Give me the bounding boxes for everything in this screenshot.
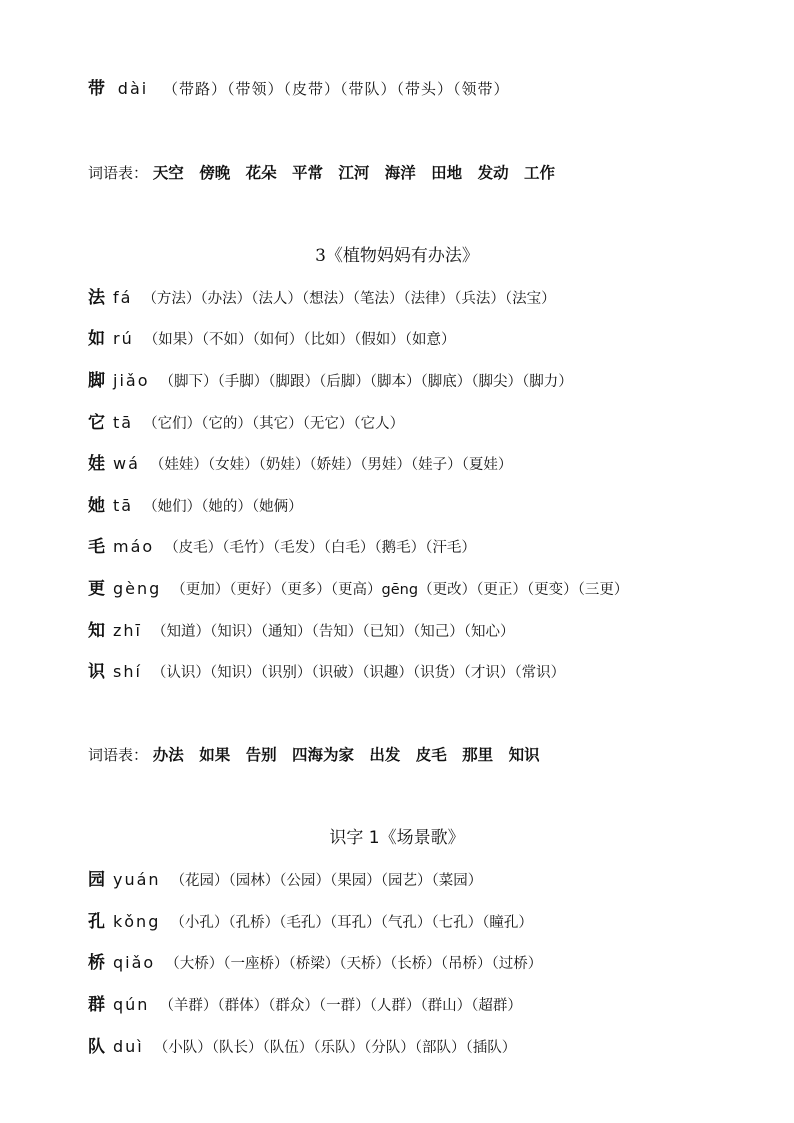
entry-row	[88, 995, 522, 1016]
vocab-words: 天空 傍晚 花朵 平常 江河 海洋 田地 发动 工作	[152, 164, 555, 182]
entry-row	[88, 1037, 516, 1058]
entry-char: 识	[88, 662, 105, 682]
entry-words: （方法）（办法）（法人）（想法）（笔法）（法律）（兵法）（法宝）	[142, 291, 556, 307]
entry-char: 法	[88, 288, 105, 308]
entry-words: （知道）（知识）（通知）（告知）（已知）（知己）（知心）	[151, 624, 515, 640]
entry-pinyin: tā	[113, 496, 134, 515]
entry-words: （羊群）（群体）（群众）（一群）（人群）（群山）（超群）	[159, 998, 522, 1014]
entry-pinyin: fá	[113, 288, 133, 307]
entry-row	[88, 496, 303, 517]
entry-words: （脚下）（手脚）（脚跟）（后脚）（脚本）（脚底）（脚尖）（脚力）	[159, 374, 573, 390]
lesson-title: 3《植物妈妈有办法》	[315, 246, 479, 266]
entry-char: 如	[88, 329, 105, 349]
entry-pinyin: qiǎo	[113, 953, 156, 972]
entry-pinyin: zhī	[113, 621, 142, 640]
entry-row	[88, 537, 476, 558]
entry-row	[88, 621, 514, 642]
entry-words: （皮毛）（毛竹）（毛发）（白毛）（鹅毛）（汗毛）	[164, 540, 476, 556]
entry-words: （大桥）（一座桥）（桥梁）（天桥）（长桥）（吊桥）（过桥）	[165, 956, 543, 972]
entry-pinyin: shí	[113, 662, 142, 681]
entry-char: 知	[88, 621, 105, 641]
entry-words: （小孔）（孔桥）（毛孔）（耳孔）（气孔）（七孔）（瞳孔）	[170, 915, 533, 931]
entry-row	[88, 288, 556, 309]
entry-row	[88, 912, 533, 933]
entry-words: （更加）（更好）（更多）（更高）gēng（更改）（更正）（更变）（三更）	[171, 582, 629, 598]
entry-row	[88, 371, 573, 392]
entry-pinyin: yuán	[113, 870, 161, 889]
entry-pinyin: gèng	[113, 579, 162, 598]
entry-pinyin: dài	[117, 79, 149, 98]
entry-words: （带路）（带领）（皮带）（带队）（带头）（领带）	[162, 80, 510, 98]
entry-pinyin: duì	[113, 1037, 144, 1056]
entry-pinyin: wá	[113, 454, 140, 473]
entry-words: （如果）（不如）（如何）（比如）（假如）（如意）	[143, 332, 456, 348]
entry-row	[88, 662, 565, 683]
entry-char: 孔	[88, 912, 105, 932]
entry-pinyin: jiǎo	[113, 371, 150, 390]
vocab-list-2	[88, 745, 540, 765]
entry-row	[88, 329, 455, 350]
entry-char: 桥	[88, 953, 105, 973]
entry-pinyin: máo	[113, 537, 155, 556]
entry-words: （花园）（园林）（公园）（果园）（园艺）（菜园）	[170, 873, 483, 889]
entry-pinyin: rú	[113, 329, 134, 348]
entry-words: （小队）（队长）（队伍）（乐队）（分队）（部队）（插队）	[153, 1040, 517, 1056]
entry-char: 她	[88, 496, 105, 516]
lesson-title: 识字 1《场景歌》	[329, 828, 465, 848]
entry-char: 它	[88, 413, 105, 433]
entry-row	[88, 579, 628, 600]
vocab-label: 词语表：	[88, 164, 149, 182]
entry-pinyin: tā	[113, 413, 134, 432]
vocab-list-1	[88, 163, 555, 183]
entry-char: 脚	[88, 371, 105, 391]
entry-pinyin: qún	[113, 995, 150, 1014]
entry-row	[88, 870, 482, 891]
entry-char: 带	[88, 79, 105, 99]
entry-char: 毛	[88, 537, 105, 557]
entry-char: 园	[88, 870, 105, 890]
entry-words: （她们）（她的）（她俩）	[143, 499, 303, 515]
entry-char: 娃	[88, 454, 105, 474]
entry-pinyin: kǒng	[113, 912, 161, 931]
vocab-words: 办法 如果 告别 四海为家 出发 皮毛 那里 知识	[152, 746, 540, 764]
entry-words: （认识）（知识）（识别）（识破）（识趣）（识货）（才识）（常识）	[151, 665, 566, 681]
entry-char: 更	[88, 579, 105, 599]
entry-words: （它们）（它的）（其它）（无它）（它人）	[143, 416, 405, 432]
entry-char: 队	[88, 1037, 105, 1057]
entry-row	[88, 454, 512, 475]
entry-char: 群	[88, 995, 105, 1015]
vocab-label: 词语表：	[88, 746, 149, 764]
entry-row	[88, 413, 404, 434]
entry-row	[88, 953, 542, 974]
entry-words: （娃娃）（女娃）（奶娃）（娇娃）（男娃）（娃子）（夏娃）	[149, 457, 513, 473]
entry-dai	[88, 79, 509, 99]
